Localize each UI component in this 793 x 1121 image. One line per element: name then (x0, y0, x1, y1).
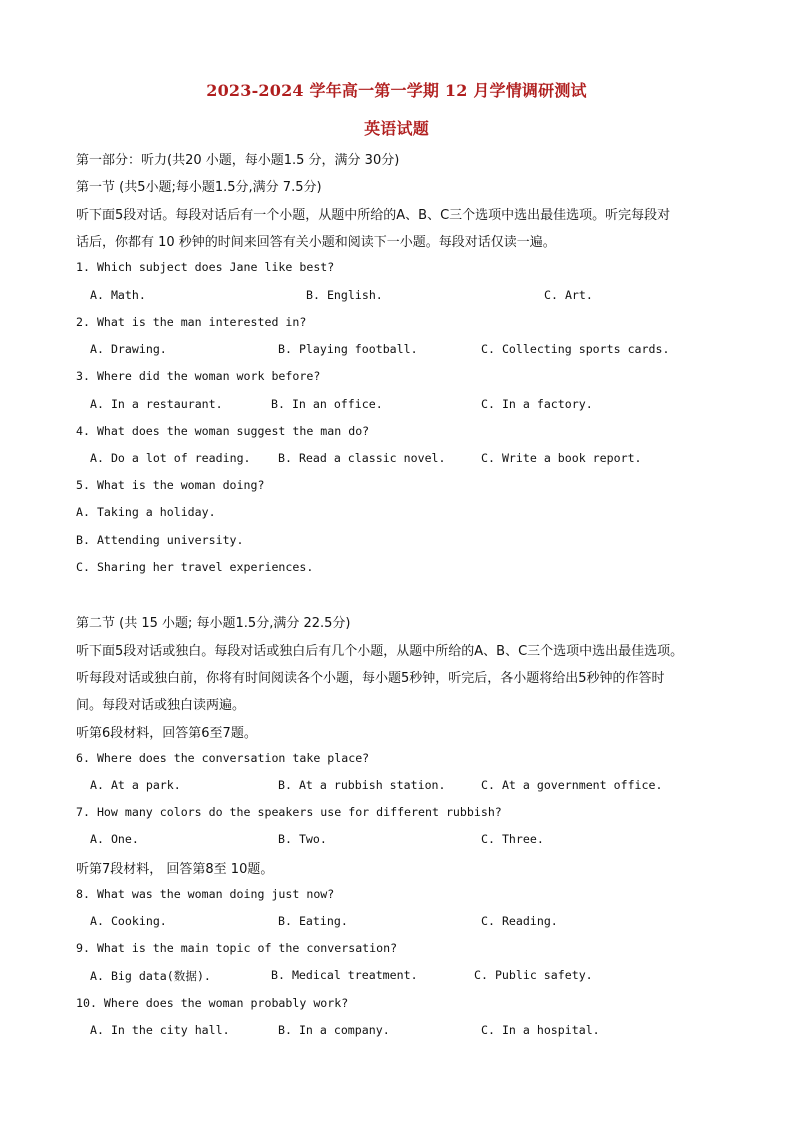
option-c: C. Collecting sports cards. (481, 342, 670, 356)
question-stem: 8. What was the woman doing just now? (76, 887, 335, 901)
question-stem: 7. How many colors do the speakers use for different rubbish? (76, 805, 502, 819)
option-b: B. Attending university. (76, 533, 244, 547)
option-c: C. Art. (544, 288, 593, 302)
option-c: C. Reading. (481, 914, 558, 928)
option-a: A. Taking a holiday. (76, 505, 216, 519)
question-stem: 6. Where does the conversation take place? (76, 751, 370, 765)
option-a: A. Math. (90, 288, 146, 302)
question-stem: 3. Where did the woman work before? (76, 369, 321, 383)
section1-instruction-line: 话后，你都有 10 秒钟的时间来回答有关小题和阅读下一小题。每段对话仅读一遍。 (76, 235, 556, 250)
question-stem: 5. What is the woman doing? (76, 478, 265, 492)
section2-instruction-line: 听下面5段对话或独白。每段对话或独白后有几个小题，从题中所给的A、B、C三个选项中选出最佳选项。 (76, 644, 684, 659)
option-a: A. Drawing. (90, 342, 167, 356)
question-stem: 4. What does the woman suggest the man do? (76, 424, 370, 438)
question-stem: 9. What is the main topic of the conversation? (76, 941, 398, 955)
exam-title: 2023-2024 学年高一第一学期 12 月学情调研测试 (206, 81, 587, 100)
option-a: A. Cooking. (90, 914, 167, 928)
section1-instruction-line: 听下面5段对话。每段对话后有一个小题，从题中所给的A、B、C三个选项中选出最佳选项。听完每段对 (76, 208, 671, 223)
option-b: B. Medical treatment. (271, 968, 418, 982)
option-c: C. Sharing her travel experiences. (76, 560, 314, 574)
option-b: B. Read a classic novel. (278, 451, 446, 465)
option-b: B. Eating. (278, 914, 348, 928)
option-c: C. At a government office. (481, 778, 663, 792)
option-b: B. In an office. (271, 397, 383, 411)
option-a: A. In a restaurant. (90, 397, 223, 411)
option-a: A. Do a lot of reading. (90, 451, 251, 465)
part1-heading: 第一部分：听力(共20 小题，每小题1.5 分，满分 30分) (76, 153, 400, 168)
option-c: C. In a factory. (481, 397, 593, 411)
option-c: C. Write a book report. (481, 451, 642, 465)
option-b: B. At a rubbish station. (278, 778, 446, 792)
exam-subtitle: 英语试题 (364, 119, 429, 138)
question-stem: 2. What is the man interested in? (76, 315, 307, 329)
section2-instruction-line: 听每段对话或独白前，你将有时间阅读各个小题，每小题5秒钟，听完后，各小题将给出5秒钟的作答时 (76, 671, 665, 686)
option-b: B. Playing football. (278, 342, 418, 356)
material-heading: 听第7段材料， 回答第8至 10题。 (76, 862, 274, 877)
option-b: B. Two. (278, 832, 327, 846)
option-a: A. Big data(数据). (90, 969, 211, 983)
question-stem: 10. Where does the woman probably work? (76, 996, 349, 1010)
option-a: A. At a park. (90, 778, 181, 792)
option-a: A. One. (90, 832, 139, 846)
option-c: C. In a hospital. (481, 1023, 600, 1037)
section1-heading: 第一节 (共5小题;每小题1.5分,满分 7.5分) (76, 180, 322, 195)
section2-instruction-line: 间。每段对话或独白读两遍。 (76, 698, 246, 713)
option-b: B. In a company. (278, 1023, 390, 1037)
question-stem: 1. Which subject does Jane like best? (76, 260, 335, 274)
option-a: A. In the city hall. (90, 1023, 230, 1037)
section2-heading: 第二节 (共 15 小题; 每小题1.5分,满分 22.5分) (76, 616, 351, 631)
option-b: B. English. (306, 288, 383, 302)
material-heading: 听第6段材料，回答第6至7题。 (76, 726, 257, 741)
option-c: C. Public safety. (474, 968, 593, 982)
option-c: C. Three. (481, 832, 544, 846)
